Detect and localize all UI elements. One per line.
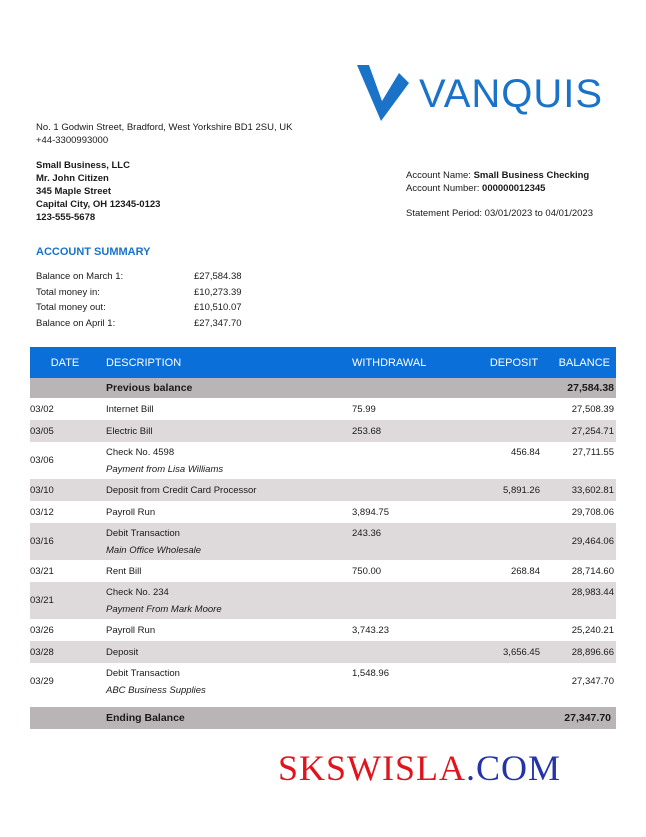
summary-row xyxy=(36,287,242,303)
header-balance: BALANCE xyxy=(558,356,610,369)
ending-balance-value: 27,347.70 xyxy=(564,712,611,724)
row-deposit xyxy=(462,523,546,560)
previous-balance-label: Previous balance xyxy=(106,382,193,394)
row-description-main: Debit Transaction xyxy=(106,528,180,539)
vanquis-logo xyxy=(355,63,610,123)
account-info xyxy=(406,169,589,195)
table-row xyxy=(30,582,616,619)
row-description xyxy=(100,523,352,560)
row-balance: 33,602.81 xyxy=(571,484,614,496)
vanquis-v-icon xyxy=(355,63,409,123)
table-row xyxy=(30,479,616,501)
account-summary xyxy=(36,271,242,333)
row-description xyxy=(100,560,352,582)
row-balance: 29,464.06 xyxy=(571,536,614,547)
row-description-main: Rent Bill xyxy=(106,565,142,577)
row-description xyxy=(100,641,352,663)
summary-label: Balance on March 1: xyxy=(36,271,124,282)
table-row xyxy=(30,641,616,663)
table-row xyxy=(30,398,616,420)
row-description xyxy=(100,663,352,700)
watermark-part-2: .COM xyxy=(466,748,562,788)
row-date: 03/21 xyxy=(30,565,54,577)
row-deposit: 456.84 xyxy=(510,447,540,458)
account-name-value: Small Business Checking xyxy=(473,170,590,181)
summary-label: Balance on April 1: xyxy=(36,317,116,329)
row-deposit xyxy=(462,501,546,523)
table-row xyxy=(30,442,616,479)
row-balance: 27,254.71 xyxy=(571,425,614,437)
row-date: 03/02 xyxy=(30,403,54,415)
row-withdrawal: 1,548.96 xyxy=(352,668,389,679)
row-withdrawal xyxy=(352,582,462,619)
row-deposit xyxy=(462,663,546,700)
row-withdrawal xyxy=(352,442,462,479)
customer-line: Small Business, LLC xyxy=(36,160,130,171)
row-description-sub: ABC Business Supplies xyxy=(106,685,206,696)
row-withdrawal xyxy=(352,479,462,501)
account-number-label: Account Number: xyxy=(406,183,480,194)
row-balance: 29,708.06 xyxy=(571,506,614,518)
row-date: 03/21 xyxy=(30,595,54,606)
customer-line: Mr. John Citizen xyxy=(36,173,109,184)
table-spacer xyxy=(30,700,616,707)
row-withdrawal: 253.68 xyxy=(352,425,382,437)
watermark-part-1: SKSWISLA xyxy=(278,748,467,788)
customer-line: 345 Maple Street xyxy=(36,186,111,197)
row-description-main: Debit Transaction xyxy=(106,668,180,679)
row-description xyxy=(100,582,352,619)
row-withdrawal xyxy=(352,641,462,663)
row-deposit xyxy=(462,619,546,641)
row-description xyxy=(100,619,352,641)
transactions-body xyxy=(30,398,616,700)
row-withdrawal: 750.00 xyxy=(352,565,382,577)
watermark xyxy=(278,747,561,789)
transactions-table xyxy=(30,347,616,729)
summary-label: Total money in: xyxy=(36,286,100,298)
row-deposit: 268.84 xyxy=(510,565,540,577)
table-row xyxy=(30,420,616,442)
row-date: 03/28 xyxy=(30,646,54,658)
header-description: DESCRIPTION xyxy=(106,356,182,369)
customer-line: 123-555-5678 xyxy=(36,212,96,223)
row-description xyxy=(100,501,352,523)
row-description-main: Deposit xyxy=(106,646,139,658)
row-withdrawal: 75.99 xyxy=(352,403,376,415)
summary-value: £27,584.38 xyxy=(194,271,242,282)
row-description xyxy=(100,479,352,501)
row-date: 03/10 xyxy=(30,484,54,496)
row-description xyxy=(100,398,352,420)
table-row xyxy=(30,619,616,641)
customer-line: Capital City, OH 12345-0123 xyxy=(36,199,161,210)
ending-balance-label: Ending Balance xyxy=(106,712,185,724)
row-withdrawal: 3,743.23 xyxy=(352,624,389,636)
summary-value: £27,347.70 xyxy=(194,317,242,329)
row-deposit xyxy=(462,398,546,420)
summary-value: £10,273.39 xyxy=(194,286,242,298)
table-row xyxy=(30,560,616,582)
row-balance: 28,983.44 xyxy=(571,587,614,598)
row-description-sub: Payment From Mark Moore xyxy=(106,604,222,615)
bank-address-block xyxy=(36,121,292,147)
summary-title: ACCOUNT SUMMARY xyxy=(36,246,151,258)
summary-row xyxy=(36,271,242,287)
row-description-main: Check No. 4598 xyxy=(106,447,175,458)
bank-phone: +44-3300993000 xyxy=(36,135,109,146)
row-date: 03/05 xyxy=(30,425,54,437)
logo-text: VANQUIS xyxy=(419,72,604,116)
row-balance: 25,240.21 xyxy=(571,624,614,636)
row-description-main: Internet Bill xyxy=(106,403,154,415)
account-number-value: 000000012345 xyxy=(482,183,546,194)
row-deposit: 3,656.45 xyxy=(503,646,540,658)
row-description xyxy=(100,442,352,479)
previous-balance-value: 27,584.38 xyxy=(567,382,614,394)
row-description-sub: Payment from Lisa Williams xyxy=(106,464,224,475)
header-withdrawal: WITHDRAWAL xyxy=(352,356,427,369)
row-date: 03/16 xyxy=(30,536,54,547)
row-description xyxy=(100,420,352,442)
customer-block xyxy=(36,159,160,224)
header-date: DATE xyxy=(50,356,80,369)
row-deposit: 5,891.26 xyxy=(503,484,540,496)
row-deposit xyxy=(462,582,546,619)
ending-balance-row xyxy=(30,707,616,729)
row-withdrawal: 3,894.75 xyxy=(352,506,389,518)
row-deposit xyxy=(462,420,546,442)
row-description-main: Deposit from Credit Card Processor xyxy=(106,484,257,496)
header-deposit: DEPOSIT xyxy=(489,356,539,369)
bank-address: No. 1 Godwin Street, Bradford, West Yorkshire BD1 2SU, UK xyxy=(36,122,293,133)
table-header xyxy=(30,347,616,378)
row-date: 03/12 xyxy=(30,506,54,518)
row-balance: 27,508.39 xyxy=(571,403,614,415)
row-balance: 28,714.60 xyxy=(571,565,614,577)
row-date: 03/29 xyxy=(30,676,54,687)
table-row xyxy=(30,501,616,523)
row-balance: 28,896.66 xyxy=(571,646,614,658)
row-description-sub: Main Office Wholesale xyxy=(106,545,202,556)
summary-row xyxy=(36,302,242,318)
account-name-label: Account Name: xyxy=(406,170,471,181)
table-row xyxy=(30,523,616,560)
summary-row xyxy=(36,318,242,334)
row-withdrawal: 243.36 xyxy=(352,528,382,539)
row-date: 03/06 xyxy=(30,455,54,466)
row-balance: 27,711.55 xyxy=(572,447,614,458)
summary-label: Total money out: xyxy=(36,302,106,313)
table-row xyxy=(30,663,616,700)
row-description-main: Payroll Run xyxy=(106,624,156,636)
row-description-main: Payroll Run xyxy=(106,506,156,518)
statement-period: Statement Period: 03/01/2023 to 04/01/2023 xyxy=(406,208,593,219)
previous-balance-row xyxy=(30,378,616,398)
row-balance: 27,347.70 xyxy=(571,676,614,687)
row-description-main: Check No. 234 xyxy=(106,587,169,598)
row-description-main: Electric Bill xyxy=(106,425,153,437)
row-date: 03/26 xyxy=(30,624,54,636)
summary-value: £10,510.07 xyxy=(194,302,242,313)
